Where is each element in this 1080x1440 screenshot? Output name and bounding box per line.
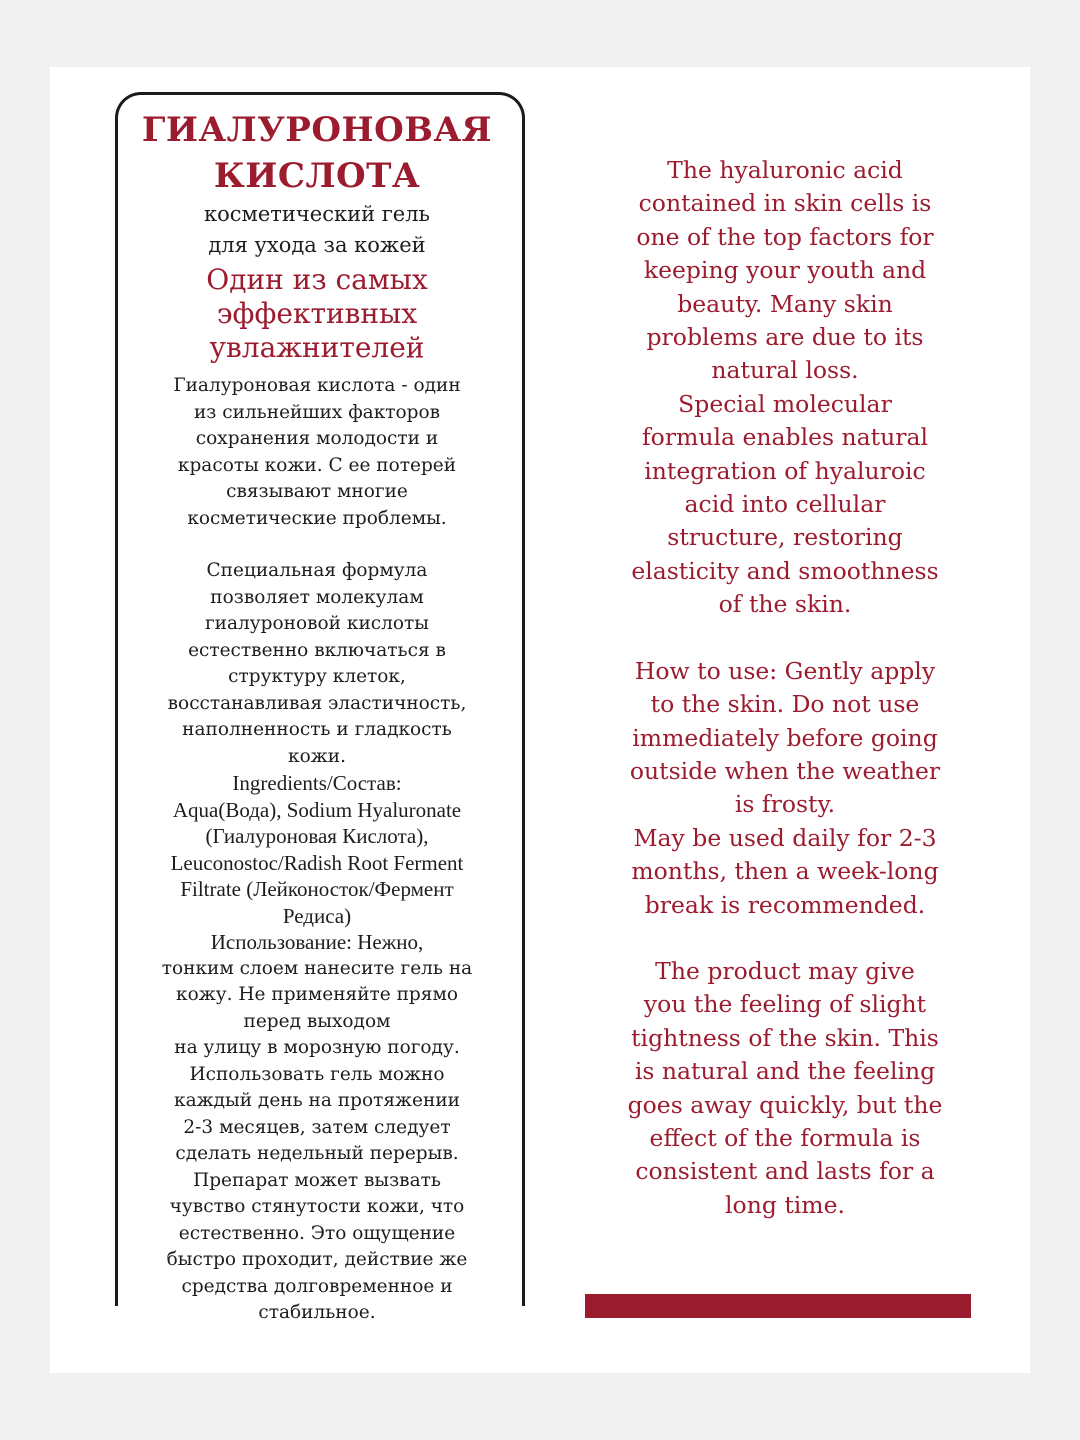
text-line: integration of hyaluroic: [644, 456, 926, 485]
paragraph-gap: [605, 922, 965, 955]
text-line: каждый день на протяжении: [174, 1090, 460, 1111]
text-line: Leuconostoc/Radish Root Ferment: [170, 850, 464, 875]
text-line: Гиалуроновая кислота - один: [173, 375, 461, 396]
subtitle-line: для ухода за кожей: [208, 233, 426, 257]
text-line: естественно включаться в: [188, 639, 446, 661]
text-line: восстанавливая эластичность,: [167, 692, 467, 714]
text-line: кожи.: [288, 745, 346, 767]
text-line: из сильнейших факторов: [193, 401, 441, 423]
text-line: May be used daily for 2-3: [633, 823, 937, 852]
text-line: to the skin. Do not use: [650, 690, 920, 719]
tagline-line: Один из самых: [206, 263, 428, 296]
text-line: Ingredients/Состав:: [232, 771, 402, 795]
text-line: is frosty.: [734, 790, 836, 819]
russian-description-column: [120, 107, 514, 1327]
text-line: перед выходом: [243, 1010, 391, 1032]
text-line: структуру клеток,: [228, 666, 406, 687]
text-line: you the feeling of slight: [643, 990, 927, 1019]
title-line: ГИАЛУРОНОВАЯ: [141, 110, 493, 150]
text-line: Редиса): [282, 903, 352, 928]
text-line: Aqua(Вода), Sodium Hyaluronate: [172, 797, 462, 822]
product-title: [120, 107, 514, 199]
text-line: outside when the weather: [629, 756, 941, 785]
text-line: 2-3 месяцев, затем следует: [183, 1116, 451, 1138]
product-subtitle: [120, 199, 514, 261]
subtitle-line: косметический гель: [204, 202, 430, 226]
text-line: The hyaluronic acid: [667, 156, 903, 184]
text-line: Filtrate (Лейконосток/Фермент: [180, 877, 454, 901]
text-line: косметические проблемы.: [187, 507, 447, 529]
text-line: (Гиалуроновая Кислота),: [205, 824, 429, 848]
text-line: быстро проходит, действие же: [166, 1249, 468, 1270]
text-line: natural loss.: [711, 356, 859, 385]
text-line: formula enables natural: [641, 423, 929, 452]
text-line: сделать недельный перерыв.: [175, 1143, 459, 1164]
ru-paragraph-formula: [120, 558, 514, 770]
text-line: красоты кожи. С ее потерей: [177, 454, 457, 476]
text-line: Препарат может вызвать: [193, 1169, 441, 1191]
accent-bar: [585, 1294, 971, 1318]
text-line: contained in skin cells is: [638, 189, 932, 218]
text-line: long time.: [725, 1190, 845, 1219]
text-line: problems are due to its: [646, 323, 924, 352]
text-line: keeping your youth and: [643, 256, 927, 285]
text-line: beauty. Many skin: [677, 289, 893, 318]
paragraph-gap: [120, 532, 514, 558]
text-line: наполненность и гладкость: [182, 719, 452, 740]
text-line: How to use: Gently apply: [634, 656, 936, 685]
text-line: позволяет молекулам: [210, 586, 424, 608]
product-sheet: [50, 67, 1030, 1373]
text-line: Использовать гель можно: [189, 1063, 445, 1085]
text-line: goes away quickly, but the: [627, 1090, 943, 1119]
text-line: elasticity and smoothness: [631, 556, 939, 585]
text-line: связывают многие: [226, 481, 408, 502]
tagline-line: эффективных: [216, 297, 418, 330]
ru-paragraph-usage: [120, 956, 514, 1327]
text-line: Использование: Нежно,: [210, 930, 424, 954]
ingredients-list: [120, 770, 514, 956]
en-paragraph-effects: [605, 955, 965, 1222]
tagline-line: увлажнителей: [209, 331, 425, 364]
paragraph-gap: [605, 622, 965, 655]
text-line: Special molecular: [678, 389, 892, 418]
text-line: тонким слоем нанесите гель на: [161, 957, 473, 979]
text-line: effect of the formula is: [649, 1123, 921, 1152]
text-line: break is recommended.: [644, 890, 926, 919]
text-line: tightness of the skin. This: [631, 1023, 939, 1052]
text-line: one of the top factors for: [636, 222, 934, 251]
en-paragraph-benefits: [605, 154, 965, 622]
text-line: естественно. Это ощущение: [178, 1222, 456, 1244]
text-line: structure, restoring: [667, 523, 903, 552]
text-line: consistent and lasts for a: [635, 1157, 935, 1186]
english-description-column: [605, 154, 965, 1222]
text-line: The product may give: [655, 956, 915, 985]
text-line: чувство стянутости кожи, что: [169, 1196, 465, 1217]
text-line: Специальная формула: [206, 560, 428, 581]
text-line: acid into cellular: [684, 490, 886, 519]
text-line: стабильное.: [258, 1302, 376, 1323]
text-line: сохранения молодости и: [195, 428, 439, 449]
text-line: средства долговременное и: [181, 1275, 453, 1297]
ru-paragraph-benefits: [120, 373, 514, 558]
en-paragraph-usage: [605, 655, 965, 922]
title-line: КИСЛОТА: [213, 156, 421, 196]
text-line: is natural and the feeling: [634, 1057, 936, 1086]
text-line: на улицу в морозную погоду.: [174, 1037, 460, 1058]
text-line: months, then a week-long: [631, 857, 939, 886]
text-line: гиалуроновой кислоты: [204, 613, 429, 634]
text-line: of the skin.: [718, 590, 852, 619]
product-tagline: [120, 263, 514, 365]
text-line: immediately before going: [632, 723, 938, 752]
text-line: кожу. Не применяйте прямо: [176, 984, 458, 1005]
